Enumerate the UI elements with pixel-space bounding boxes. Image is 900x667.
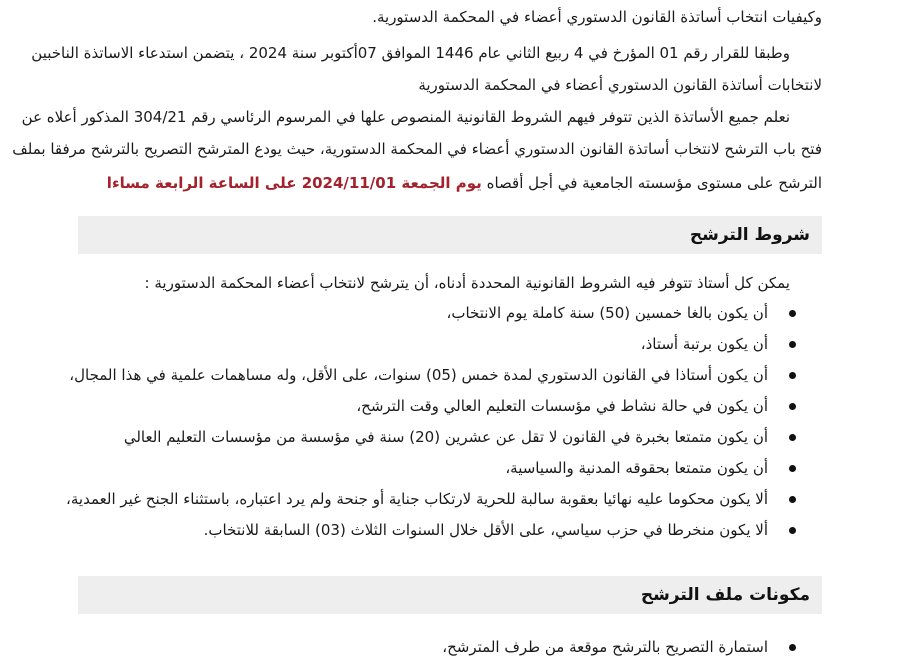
intro-line-4: نعلم جميع الأساتذة الذين تتوفر فيهم الشروط القانونية المنصوص علها في المرسوم الرئاسي رقم 304/21 المذكور أعلاه عن (21, 108, 790, 126)
file-section-header (78, 576, 822, 614)
list-item-text: أن يكون أستاذا في القانون الدستوري لمدة خمس (05) سنوات، على الأقل، وله مساهمات علمية في هذا المجال، (69, 366, 768, 384)
list-item (78, 519, 796, 550)
list-item (78, 426, 796, 457)
bullet-icon (789, 527, 796, 534)
conditions-intro: يمكن كل أستاذ تتوفر فيه الشروط القانونية المحددة أدناه، أن يترشح لانتخاب أعضاء المحكمة الدستورية : (144, 274, 790, 292)
intro-line-1: وكيفيات انتخاب أساتذة القانون الدستوري أعضاء في المحكمة الدستورية. (372, 8, 822, 26)
file-section-title: مكونات ملف الترشح (640, 585, 810, 605)
conditions-section-header (78, 216, 822, 254)
list-item-text: أن يكون برتبة أستاذ، (640, 335, 768, 353)
list-item-text: أن يكون في حالة نشاط في مؤسسات التعليم العالي وقت الترشح، (356, 397, 768, 415)
intro-line-6-text: الترشح على مستوى مؤسسته الجامعية في أجل أقصاه (481, 174, 822, 192)
conditions-section-title: شروط الترشح (689, 225, 810, 245)
bullet-icon (789, 465, 796, 472)
list-item-text: أن يكون بالغا خمسين (50) سنة كاملة يوم الانتخاب، (446, 304, 768, 322)
list-item (78, 636, 796, 667)
intro-line-5: فتح باب الترشح لانتخاب أساتذة القانون الدستوري أعضاء في المحكمة الدستورية، حيث يودع المترشح التصريح بالترشح مرفقا بملف (12, 140, 822, 158)
list-item-text: استمارة التصريح بالترشح موقعة من طرف المترشح، (442, 638, 768, 656)
bullet-icon (789, 310, 796, 317)
list-item-text: ألا يكون منخرطا في حزب سياسي، على الأقل خلال السنوات الثلاث (03) السابقة للانتخاب. (203, 521, 768, 539)
list-item (78, 302, 796, 333)
bullet-icon (789, 403, 796, 410)
list-item-text: ألا يكون محكوما عليه نهائيا بعقوبة سالبة للحرية لارتكاب جناية أو جنحة ولم يرد اعتباره، باستثناء الجنح غير العمدية، (66, 490, 768, 508)
bullet-icon (789, 496, 796, 503)
deadline-highlight: يوم الجمعة 2024/11/01 على الساعة الرابعة مساءا (106, 174, 482, 192)
list-item (78, 333, 796, 364)
list-item-text: أن يكون متمتعا بحقوقه المدنية والسياسية، (505, 459, 768, 477)
bullet-icon (789, 644, 796, 651)
bullet-icon (789, 372, 796, 379)
list-item (69, 364, 796, 395)
bullet-icon (789, 341, 796, 348)
file-components-list (78, 636, 796, 667)
list-item (78, 457, 796, 488)
conditions-list (66, 302, 796, 550)
list-item (66, 488, 796, 519)
bullet-icon (789, 434, 796, 441)
intro-line-6 (78, 172, 822, 194)
list-item (78, 395, 796, 426)
intro-line-3: لانتخابات أساتذة القانون الدستوري أعضاء في المحكمة الدستورية (418, 76, 822, 94)
intro-line-2: وطبقا للقرار رقم 01 المؤرخ في 4 ربيع الثاني عام 1446 الموافق 07أكتوبر سنة 2024 ، يتضمن استدعاء الاساتذة الناخبين (31, 44, 790, 62)
list-item-text: أن يكون متمتعا بخبرة في القانون لا تقل عن عشرين (20) سنة في مؤسسة من مؤسسات التعليم العالي (123, 428, 768, 446)
